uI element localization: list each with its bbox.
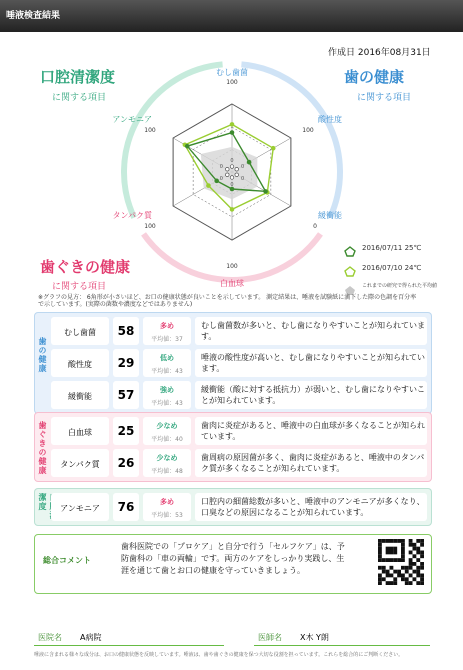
qr-module [413, 577, 417, 581]
legend-item-2: これまでの研究で得られた平均値 [362, 283, 438, 289]
result-average: 平均値：40 [151, 436, 183, 443]
result-average: 平均値：48 [151, 468, 183, 475]
qr-module [413, 543, 417, 547]
qr-module [390, 574, 394, 578]
result-name: アンモニア [60, 504, 100, 513]
qr-module [420, 543, 424, 547]
axis-max-5: 100 [144, 127, 156, 134]
qr-module [378, 581, 382, 585]
clinic-name: A病院 [80, 633, 102, 642]
qr-module [397, 574, 401, 578]
center-label-4: 0 [219, 176, 223, 183]
qr-module [382, 577, 386, 581]
center-label-0: 0 [230, 157, 234, 164]
qr-module [390, 539, 394, 543]
category-oral-sub: に関する項目 [52, 93, 107, 103]
qr-module [409, 558, 413, 562]
axis-label-2: 緩衝能 [318, 211, 342, 220]
qr-module [416, 570, 420, 574]
qr-module [397, 558, 401, 562]
result-row [51, 349, 427, 379]
qr-module [393, 551, 397, 555]
qr-module [409, 539, 413, 543]
qr-module [413, 562, 417, 566]
result-group-1 [34, 412, 432, 482]
result-group-0 [34, 312, 432, 414]
qr-module [393, 570, 397, 574]
result-value: 58 [117, 324, 135, 338]
qr-module [409, 543, 413, 547]
result-description: 口腔内の細菌総数が多いと、唾液中のアンモニアが多くなり、口臭などの原因になることが知られています。 [201, 497, 425, 517]
qr-module [401, 566, 405, 570]
category-tooth-sub: に関する項目 [357, 93, 412, 103]
qr-module [409, 562, 413, 566]
qr-module [386, 570, 390, 574]
result-level: 少なめ [156, 454, 178, 462]
result-name: 緩衝能 [68, 392, 92, 401]
qr-module [393, 577, 397, 581]
result-description: 歯周病の原因菌が多く、歯肉に炎症があると、唾液中のタンパク質が多くなることが知られています。 [201, 453, 425, 473]
result-description: 歯肉に炎症があると、唾液中の白血球が多くなることが知られています。 [201, 421, 425, 441]
qr-module [390, 581, 394, 585]
series-point-0-4 [214, 179, 219, 184]
qr-module [409, 566, 413, 570]
series-point-0-1 [247, 160, 252, 165]
doctor-underline [254, 645, 430, 646]
category-oral-title: 口腔清潔度 [40, 68, 116, 86]
qr-module [420, 554, 424, 558]
qr-module [420, 577, 424, 581]
axis-label-1: 酸性度 [318, 115, 342, 124]
qr-module [386, 574, 390, 578]
qr-module [378, 554, 382, 558]
result-group-2 [34, 488, 432, 526]
category-gum-sub: に関する項目 [52, 282, 107, 292]
result-average: 平均値：37 [151, 336, 183, 343]
qr-module [416, 566, 420, 570]
qr-module [397, 539, 401, 543]
result-level: 低め [160, 354, 174, 362]
result-average: 平均値：53 [151, 512, 183, 519]
result-row [51, 381, 427, 411]
result-value: 29 [117, 356, 135, 370]
result-value: 57 [117, 388, 135, 402]
center-label-1: 0 [241, 163, 245, 170]
qr-module [420, 562, 424, 566]
qr-module [420, 566, 424, 570]
axis-label-3: 白血球 [220, 279, 244, 288]
series-point-1-0 [230, 122, 235, 127]
qr-module [386, 581, 390, 585]
center-marker [230, 165, 234, 169]
qr-module [409, 574, 413, 578]
qr-module [378, 558, 382, 562]
axis-max-0: 100 [226, 79, 238, 86]
qr-module [382, 570, 386, 574]
qr-module [378, 577, 382, 581]
qr-module [401, 547, 405, 551]
qr-module [393, 547, 397, 551]
qr-module [401, 551, 405, 555]
qr-module [378, 539, 382, 543]
comment-text: 歯科医院での「プロケア」と自分で行う「セルフケア」は、予防歯科の「車の両輪」です。両方のケアをしっかり実践し、生涯を通じて歯とお口の健康を守っていきましょう。 [121, 542, 345, 575]
comment-label: 総合コメント [43, 556, 91, 565]
qr-module [420, 551, 424, 555]
axis-max-1: 100 [302, 127, 314, 134]
center-label-2: 0 [241, 176, 245, 183]
result-value: 25 [117, 424, 135, 438]
qr-module [386, 547, 390, 551]
qr-module [416, 539, 420, 543]
axis-label-5: アンモニア [112, 115, 152, 124]
legend-mark-1 [344, 262, 356, 281]
chart-note: ※グラフの見方： 6角形が小さいほど、お口の健康状態が良いことを示しています。 測定結果は、唾液を試験紙に滴下した際の色調を百分率で示しています。(実際の菌数や濃度などではありません) [38, 294, 417, 308]
qr-module [382, 558, 386, 562]
qr-module [386, 539, 390, 543]
result-level: 多め [160, 322, 174, 330]
qr-module [401, 554, 405, 558]
qr-module [378, 551, 382, 555]
category-tooth-title: 歯の健康 [344, 68, 405, 86]
qr-module [420, 539, 424, 543]
series-point-0-2 [263, 189, 268, 194]
result-group-title: 歯ぐきの健康 [38, 421, 47, 475]
result-description: 唾液の酸性度が高いと、むし歯になりやすいことが知られています。 [201, 353, 425, 373]
qr-module [401, 577, 405, 581]
qr-module [378, 543, 382, 547]
result-row [51, 417, 427, 447]
qr-module [382, 539, 386, 543]
qr-module [416, 558, 420, 562]
series-point-0-5 [185, 144, 190, 149]
qr-module [413, 547, 417, 551]
qr-code-icon [378, 538, 424, 586]
center-label-5: 0 [219, 163, 223, 170]
result-level: 強め [160, 386, 174, 394]
center-marker [235, 167, 239, 171]
qr-module [393, 581, 397, 585]
series-point-1-4 [206, 183, 211, 188]
result-name: 酸性度 [68, 360, 92, 369]
axis-max-3: 100 [226, 263, 238, 270]
qr-module [382, 566, 386, 570]
clinic-underline [34, 645, 224, 646]
qr-module [405, 566, 409, 570]
clinic-label: 医院名 [38, 633, 62, 642]
result-name: 白血球 [68, 428, 92, 437]
qr-module [390, 551, 394, 555]
qr-module [393, 539, 397, 543]
axis-max-4: 100 [144, 223, 156, 230]
qr-module [405, 577, 409, 581]
qr-module [416, 551, 420, 555]
axis-max-2: 0 [313, 223, 317, 230]
qr-module [416, 581, 420, 585]
result-value: 76 [117, 500, 135, 514]
legend-item-1: 2016/07/10 24℃ [362, 264, 422, 272]
qr-module [401, 574, 405, 578]
doctor-label: 医師名 [258, 633, 282, 642]
radar-chart [0, 0, 463, 300]
legend-item-0: 2016/07/11 25℃ [362, 244, 422, 252]
radar-series [183, 122, 276, 212]
qr-module [378, 574, 382, 578]
result-description: むし歯菌数が多いと、むし歯になりやすいことが知られています。 [201, 321, 425, 341]
axis-label-0: むし歯菌 [216, 68, 248, 77]
qr-module [409, 551, 413, 555]
qr-module [390, 566, 394, 570]
result-level: 少なめ [156, 422, 178, 430]
center-marker [235, 173, 239, 177]
result-description: 緩衝能（酸に対する抵抗力）が弱いと、むし歯になりやすいことが知られています。 [201, 385, 425, 405]
qr-module [393, 558, 397, 562]
result-level: 多め [160, 498, 174, 506]
doctor-name: X木 Y朗 [300, 633, 329, 642]
result-average: 平均値：43 [151, 368, 183, 375]
qr-module [386, 558, 390, 562]
qr-module [401, 558, 405, 562]
qr-module [413, 570, 417, 574]
qr-module [405, 570, 409, 574]
series-point-0-0 [230, 130, 235, 135]
result-row [51, 493, 427, 523]
qr-module [401, 539, 405, 543]
result-name: タンパク質 [60, 460, 100, 469]
qr-module [416, 574, 420, 578]
header-title: 唾液検査結果 [6, 11, 61, 21]
arc-gum [144, 234, 321, 280]
qr-module [397, 570, 401, 574]
footer-disclaimer: 唾液に含まれる様々な成分は、お口の健康状態を反映しています。唾液は、歯や歯ぐきの健康を保つ大切な役割を担っています。これらを総合的にご判断ください。 [34, 652, 404, 658]
qr-module [413, 554, 417, 558]
result-row [51, 449, 427, 479]
result-average: 平均値：43 [151, 400, 183, 407]
center-marker [225, 167, 229, 171]
series-point-1-1 [271, 146, 276, 151]
qr-module [405, 581, 409, 585]
qr-module [420, 581, 424, 585]
qr-module [390, 558, 394, 562]
legend-pentagon-dark-icon [344, 246, 356, 257]
comment-box [34, 534, 432, 594]
qr-module [401, 543, 405, 547]
qr-module [386, 551, 390, 555]
series-point-1-3 [230, 207, 235, 212]
qr-module [378, 566, 382, 570]
qr-module [390, 547, 394, 551]
legend-mark-0 [344, 242, 356, 261]
legend-pentagon-light-icon [344, 266, 356, 277]
axis-label-4: タンパク質 [112, 211, 152, 220]
category-gum-title: 歯ぐきの健康 [40, 258, 131, 276]
result-name: むし歯菌 [64, 328, 96, 337]
result-group-title: 潔度 [38, 493, 47, 511]
center-marker [230, 176, 234, 180]
qr-module [416, 547, 420, 551]
center-label-3: 0 [230, 182, 234, 189]
result-row [51, 317, 427, 347]
center-marker [225, 173, 229, 177]
created-date: 作成日 2016年08月31日 [328, 48, 431, 58]
qr-module [420, 574, 424, 578]
result-value: 26 [117, 456, 135, 470]
result-group-title: 歯の健康 [38, 337, 47, 373]
qr-module [409, 581, 413, 585]
qr-module [378, 547, 382, 551]
